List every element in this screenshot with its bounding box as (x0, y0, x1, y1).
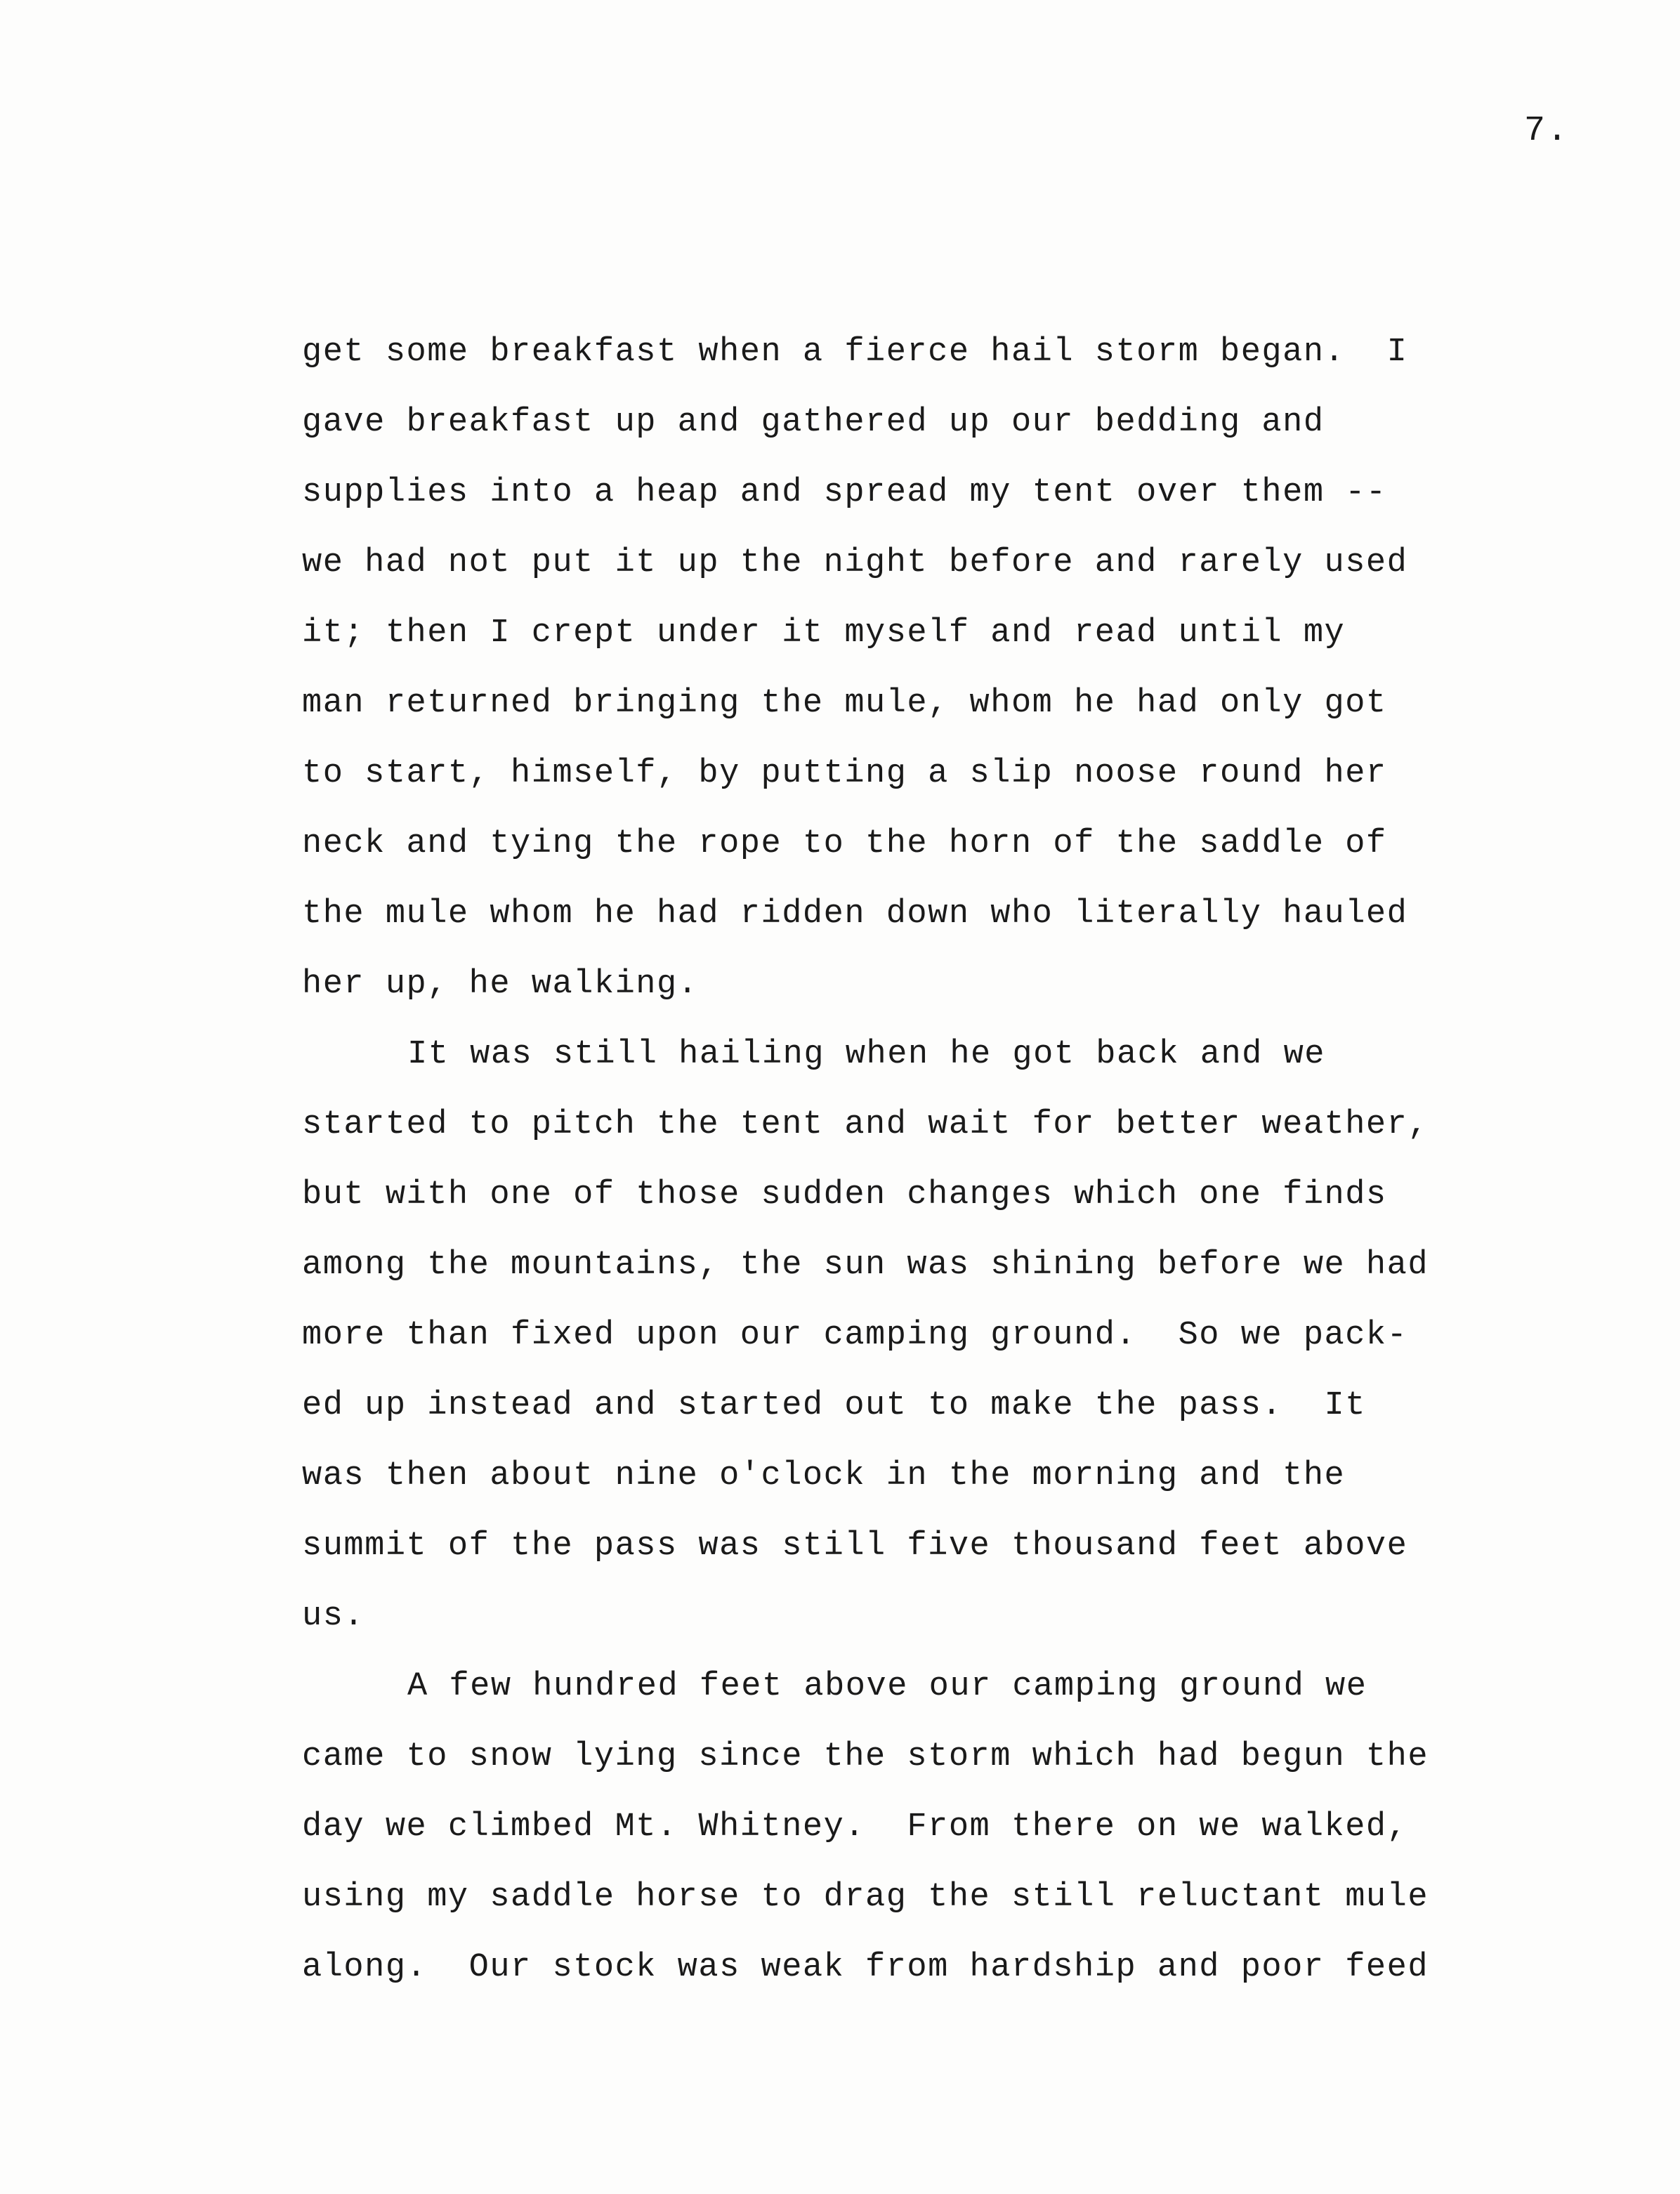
text-line: gave breakfast up and gathered up our bedding and (302, 404, 1325, 441)
text-line: using my saddle horse to drag the still reluctant mule (302, 1879, 1429, 1916)
text-line: ed up instead and started out to make the pass. It (302, 1387, 1366, 1424)
paragraph-1 (302, 317, 1468, 1020)
text-line: started to pitch the tent and wait for better weather, (302, 1106, 1429, 1143)
text-line: the mule whom he had ridden down who literally hauled (302, 895, 1408, 933)
text-line: along. Our stock was weak from hardship and poor feed (302, 1949, 1429, 1986)
text-line: among the mountains, the sun was shining before we had (302, 1247, 1429, 1284)
body-text (302, 317, 1468, 2003)
text-line: supplies into a heap and spread my tent over them -- (302, 474, 1387, 511)
text-line: it; then I crept under it myself and read until my (302, 615, 1346, 652)
text-line: A few hundred feet above our camping ground we (407, 1668, 1367, 1705)
text-line: came to snow lying since the storm which had begun the (302, 1738, 1429, 1775)
text-line: man returned bringing the mule, whom he had only got (302, 685, 1387, 722)
text-line: we had not put it up the night before and rarely used (302, 544, 1408, 582)
paragraph-2 (302, 1020, 1468, 1652)
text-line: but with one of those sudden changes which one finds (302, 1176, 1387, 1214)
text-line: more than fixed upon our camping ground. So we pack- (302, 1317, 1408, 1354)
text-line: us. (302, 1598, 365, 1635)
text-line: neck and tying the rope to the horn of the saddle of (302, 825, 1387, 862)
page-number: 7. (1524, 111, 1570, 151)
text-line: It was still hailing when he got back and we (407, 1036, 1326, 1073)
text-line: was then about nine o'clock in the morning and the (302, 1457, 1346, 1495)
text-line: her up, he walking. (302, 966, 699, 1003)
text-line: to start, himself, by putting a slip noose round her (302, 755, 1387, 792)
paragraph-3 (302, 1652, 1468, 2003)
text-line: day we climbed Mt. Whitney. From there on we walked, (302, 1808, 1408, 1846)
text-line: summit of the pass was still five thousand feet above (302, 1528, 1408, 1565)
text-line: get some breakfast when a fierce hail storm began. I (302, 334, 1408, 371)
